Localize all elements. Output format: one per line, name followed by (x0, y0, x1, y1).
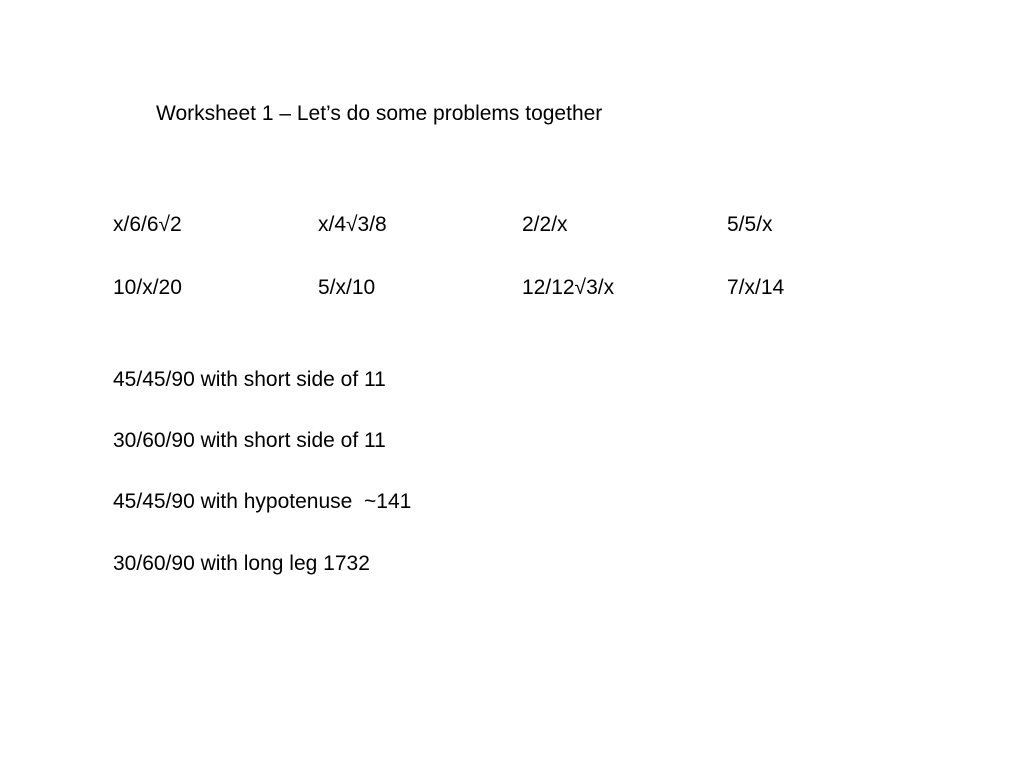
word-problem: 45/45/90 with short side of 11 (113, 368, 386, 391)
worksheet-title: Worksheet 1 – Let’s do some problems together (156, 102, 603, 125)
triangle-set-item: 10/x/20 (113, 276, 182, 299)
triangle-set-item: 7/x/14 (727, 276, 785, 299)
triangle-set-item: 12/12√3/x (522, 276, 615, 299)
triangle-set-item: 2/2/x (522, 213, 568, 236)
triangle-set-item: 5/5/x (727, 213, 773, 236)
triangle-set-item: x/4√3/8 (318, 213, 387, 236)
word-problem: 30/60/90 with long leg 1732 (113, 552, 370, 575)
word-problem: 30/60/90 with short side of 11 (113, 429, 386, 452)
triangle-set-item: 5/x/10 (318, 276, 376, 299)
word-problem: 45/45/90 with hypotenuse ~141 (113, 490, 412, 513)
triangle-set-item: x/6/6√2 (113, 213, 182, 236)
triangle-row-1 (113, 211, 873, 239)
triangle-row-2 (113, 274, 873, 302)
